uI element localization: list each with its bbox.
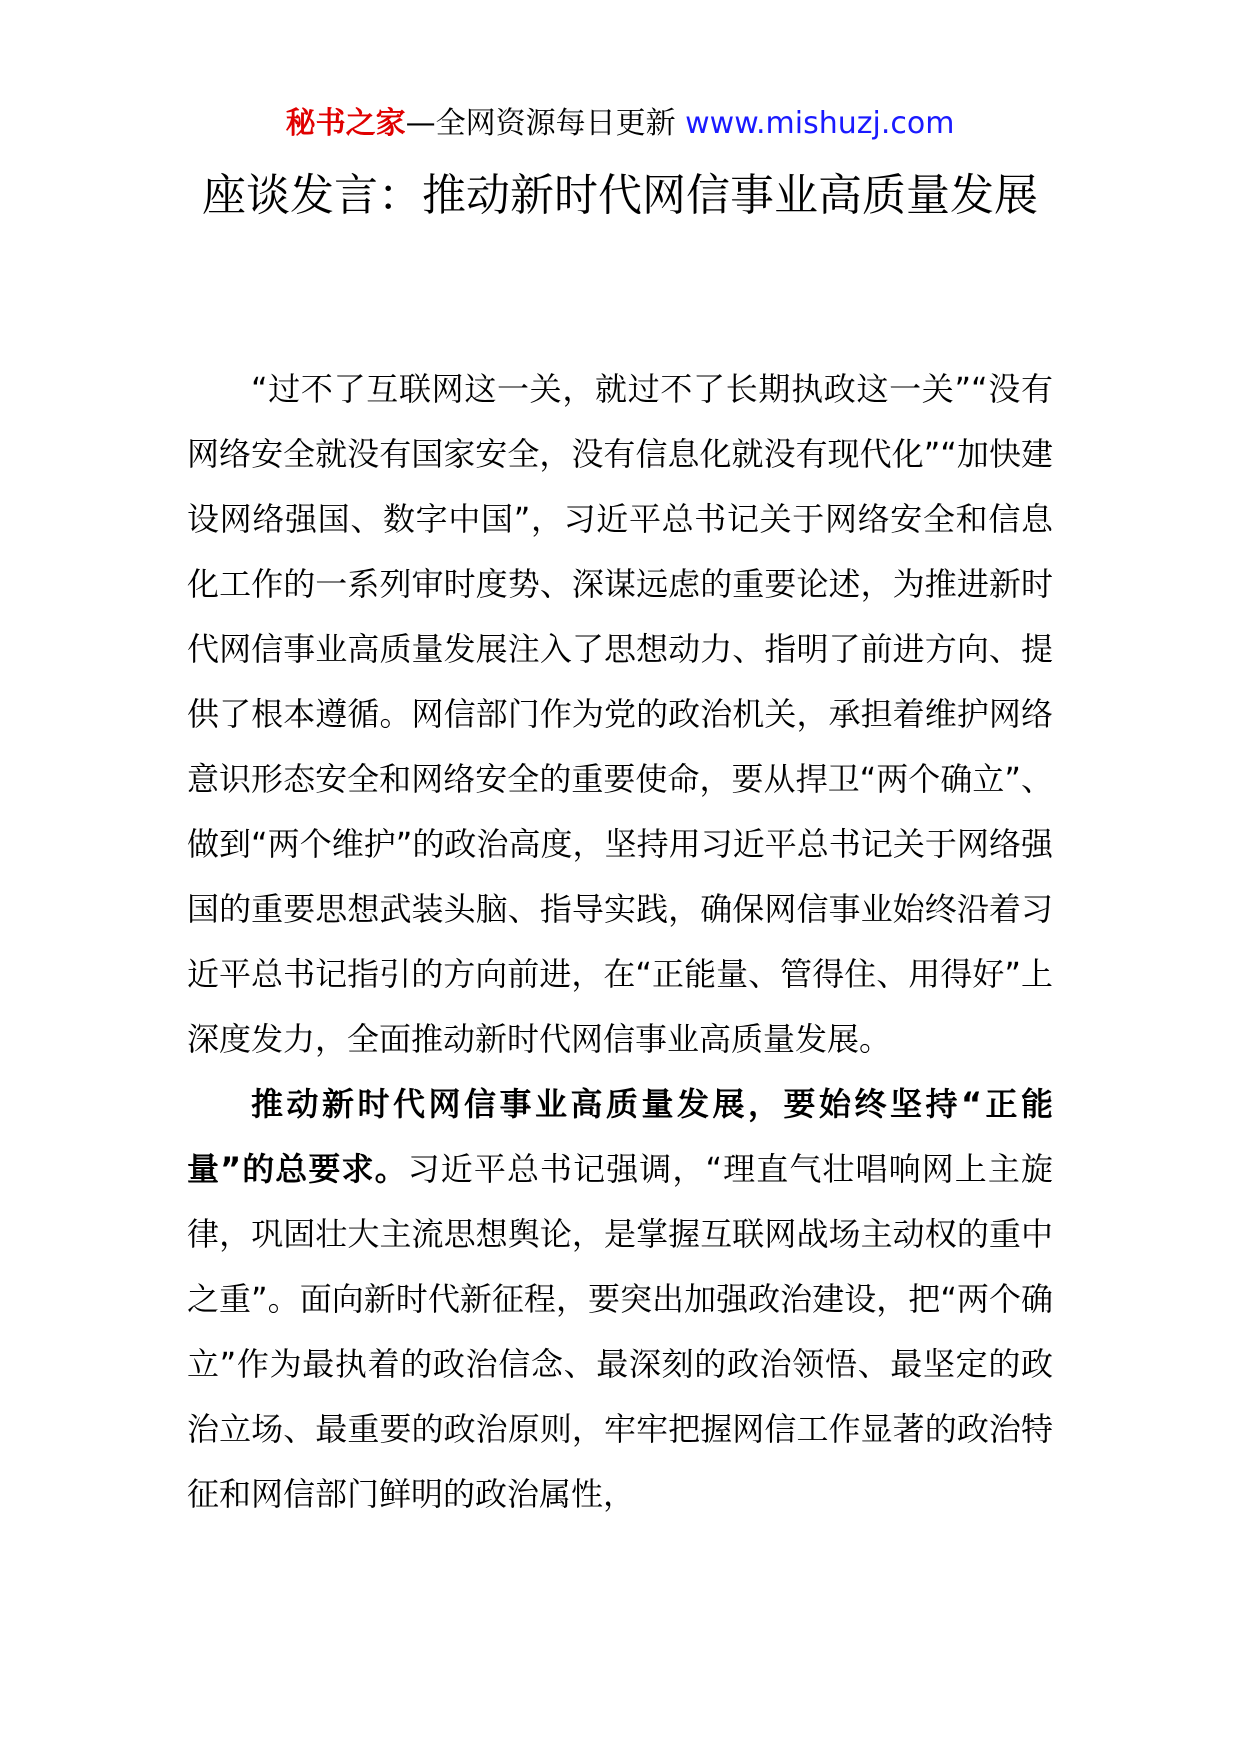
- paragraph-2: [187, 1072, 1053, 1527]
- site-brand: 秘书之家: [285, 106, 406, 141]
- paragraph-2-text: 习近平总书记强调，“理直气壮唱响网上主旋律，巩固壮大主流思想舆论，是掌握互联网战场主动权的重中之重”。面向新时代新征程，要突出加强政治建设，把“两个确立”作为最执着的政治信念、最深刻的政治领悟、最坚定的政治立场、最重要的政治原则，牢牢把握网信工作显著的政治特征和网信部门鲜明的政治属性，: [187, 1150, 1053, 1513]
- site-header: [0, 104, 1240, 144]
- paragraph-2-lead: 推动新时代网信事业高质量发展，要始终坚持“正能量”的总要求。: [187, 1085, 1053, 1188]
- site-url[interactable]: www.mishuzj.com: [685, 106, 955, 141]
- site-tagline: —全网资源每日更新: [405, 106, 676, 141]
- paragraph-1: [187, 357, 1053, 1072]
- paragraph-1-text: “过不了互联网这一关，就过不了长期执政这一关”“没有网络安全就没有国家安全，没有信息化就没有现代化”“加快建设网络强国、数字中国”，习近平总书记关于网络安全和信息化工作的一系列审时度势、深谋远虑的重要论述，为推进新时代网信事业高质量发展注入了思想动力、指明了前进方向、提供了根本遵循。网信部门作为党的政治机关，承担着维护网络意识形态安全和网络安全的重要使命，要从捍卫“两个确立”、做到“两个维护”的政治高度，坚持用习近平总书记关于网络强国的重要思想武装头脑、指导实践，确保网信事业始终沿着习近平总书记指引的方向前进，在“正能量、管得住、用得好”上深度发力，全面推动新时代网信事业高质量发展。: [187, 370, 1053, 1058]
- document-body: [187, 357, 1053, 1527]
- document-title: 座谈发言：推动新时代网信事业高质量发展: [202, 170, 1038, 221]
